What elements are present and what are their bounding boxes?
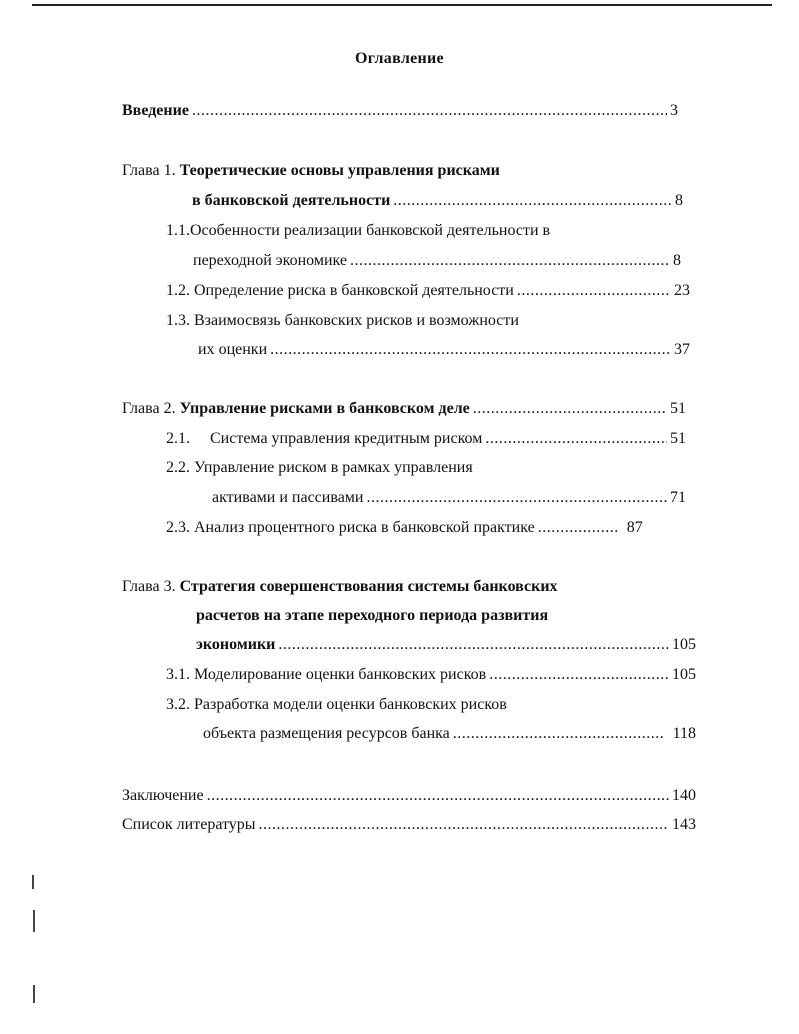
dot-leader [473, 399, 667, 419]
toc-page-number: 140 [672, 787, 696, 804]
toc-chapter-3-title-2: расчетов на этапе переходного периода развития [196, 607, 549, 624]
section-title: активами и пассивами [212, 489, 364, 506]
toc-chapter-2-heading [122, 399, 686, 419]
dot-leader [259, 815, 669, 835]
section-number: 2.1. [166, 430, 190, 447]
dot-leader [393, 191, 672, 211]
toc-section-2-1 [166, 429, 686, 449]
toc-section-1-1: 1.1.Особенности реализации банковской деятельности в [166, 222, 551, 239]
chapter-prefix: Глава 1. [122, 162, 176, 179]
toc-entry-label: Введение [122, 102, 189, 119]
toc-chapter-3-heading [122, 577, 558, 597]
toc-section-2-2: 2.2. Управление риском в рамках управления [166, 459, 473, 476]
toc-entry-references [122, 815, 696, 835]
toc-page-number: 118 [672, 725, 696, 742]
page-title: Оглавление [355, 50, 444, 67]
toc-page-number: 87 [626, 519, 643, 536]
toc-section-1-3-end [198, 340, 690, 360]
dot-leader [350, 251, 670, 271]
dot-leader [207, 786, 669, 806]
dot-leader [192, 101, 667, 121]
toc-section-1-3: 1.3. Взаимосвязь банковских рисков и возможности [166, 312, 519, 329]
chapter-prefix: Глава 2. [122, 400, 176, 417]
toc-section-3-2: 3.2. Разработка модели оценки банковских рисков [166, 696, 507, 713]
toc-page-number: 51 [670, 430, 686, 447]
toc-entry-label: Список литературы [122, 816, 256, 833]
dot-leader [538, 518, 618, 538]
toc-section-1-1-end [193, 251, 681, 271]
toc-page-number: 105 [672, 666, 696, 683]
toc-chapter-1-title-end [192, 191, 683, 211]
toc-entry-intro [122, 101, 678, 121]
section-title: Система управления кредитным риском [210, 430, 483, 447]
toc-page-number: 8 [675, 192, 683, 209]
dot-leader [278, 635, 669, 655]
toc-page-number: 71 [670, 489, 686, 506]
toc-page-number: 105 [672, 636, 696, 653]
toc-page-number: 8 [673, 252, 681, 269]
section-title: переходной экономике [193, 252, 347, 269]
dot-leader [489, 665, 669, 685]
dot-leader [270, 340, 671, 360]
section-title: 3.1. Моделирование оценки банковских рисков [166, 666, 487, 683]
dot-leader [366, 488, 667, 508]
dot-leader [485, 429, 667, 449]
toc-chapter-3-title-end [196, 635, 696, 655]
chapter-title: экономики [196, 636, 276, 653]
chapter-prefix: Глава 3. [122, 578, 176, 595]
section-title: объекта размещения ресурсов банка [203, 725, 450, 742]
chapter-title: Стратегия совершенствования системы банковских [179, 578, 558, 595]
chapter-title: Управление рисками в банковском деле [179, 400, 470, 417]
toc-section-1-2 [166, 281, 690, 301]
toc-section-3-2-end [203, 724, 696, 744]
toc-section-3-1 [166, 665, 696, 685]
dot-leader [453, 724, 664, 744]
toc-entry-label: Заключение [122, 787, 204, 804]
toc-page-number: 37 [674, 341, 690, 358]
toc-page-number: 23 [674, 282, 690, 299]
toc-chapter-1-heading [122, 161, 500, 181]
toc-page-number: 3 [670, 102, 678, 119]
dot-leader [517, 281, 671, 301]
toc-entry-conclusion [122, 786, 696, 806]
section-title: их оценки [198, 341, 268, 358]
section-title: 2.3. Анализ процентного риска в банковской практике [166, 519, 535, 536]
chapter-title: в банковской деятельности [192, 192, 391, 209]
toc-page-number: 51 [670, 400, 686, 417]
toc-section-2-3 [166, 518, 686, 538]
section-title: 1.2. Определение риска в банковской деятельности [166, 282, 514, 299]
toc-section-2-2-end [212, 488, 686, 508]
toc-page-number: 143 [672, 816, 696, 833]
chapter-title: Теоретические основы управления рисками [179, 162, 500, 179]
